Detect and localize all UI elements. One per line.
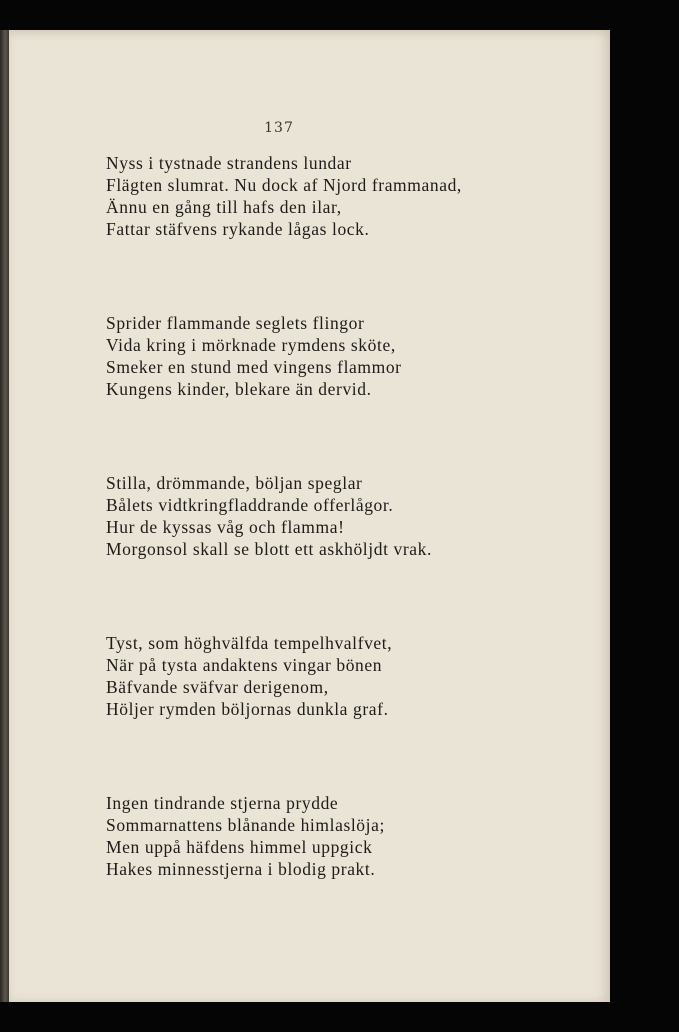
page-number: 137 — [264, 120, 294, 136]
poem-line: Höljer rymden böljornas dunkla graf. — [106, 699, 389, 719]
poem-line: Ännu en gång till hafs den ilar, — [106, 197, 342, 217]
poem-line: Smeker en stund med vingens flammor — [106, 357, 402, 377]
stanza-2 — [106, 312, 576, 400]
poem-line: Hur de kyssas våg och flamma! — [106, 517, 345, 537]
book-edge — [0, 30, 9, 1002]
poem-line: Vida kring i mörknade rymdens sköte, — [106, 335, 396, 355]
poem-line: Fattar stäfvens rykande lågas lock. — [106, 219, 370, 239]
poem-line: Bålets vidtkringfladdrande offerlågor. — [106, 495, 394, 515]
poem-line: Sommarnattens blånande himlaslöja; — [106, 815, 385, 835]
poem-line: Kungens kinder, blekare än dervid. — [106, 379, 372, 399]
poem-line: Sprider flammande seglets flingor — [106, 313, 365, 333]
poem-line: När på tysta andaktens vingar bönen — [106, 655, 383, 675]
poem-line: Morgonsol skall se blott ett askhöljdt vrak. — [106, 539, 432, 559]
poem-line: Nyss i tystnade strandens lundar — [106, 153, 352, 173]
poem-line: Men uppå häfdens himmel uppgick — [106, 837, 373, 857]
poem-line: Tyst, som höghvälfda tempelhvalfvet, — [106, 633, 393, 653]
stanza-1 — [106, 152, 576, 240]
poem-line: Hakes minnesstjerna i blodig prakt. — [106, 859, 376, 879]
poem-line: Stilla, drömmande, böljan speglar — [106, 473, 363, 493]
book-page — [9, 30, 610, 1002]
stanza-4 — [106, 632, 576, 720]
poem-line: Bäfvande sväfvar derigenom, — [106, 677, 329, 697]
stanza-5 — [106, 792, 576, 880]
poem — [106, 152, 576, 880]
poem-line: Flägten slumrat. Nu dock af Njord frammanad, — [106, 175, 462, 195]
stanza-3 — [106, 472, 576, 560]
poem-line: Ingen tindrande stjerna prydde — [106, 793, 339, 813]
